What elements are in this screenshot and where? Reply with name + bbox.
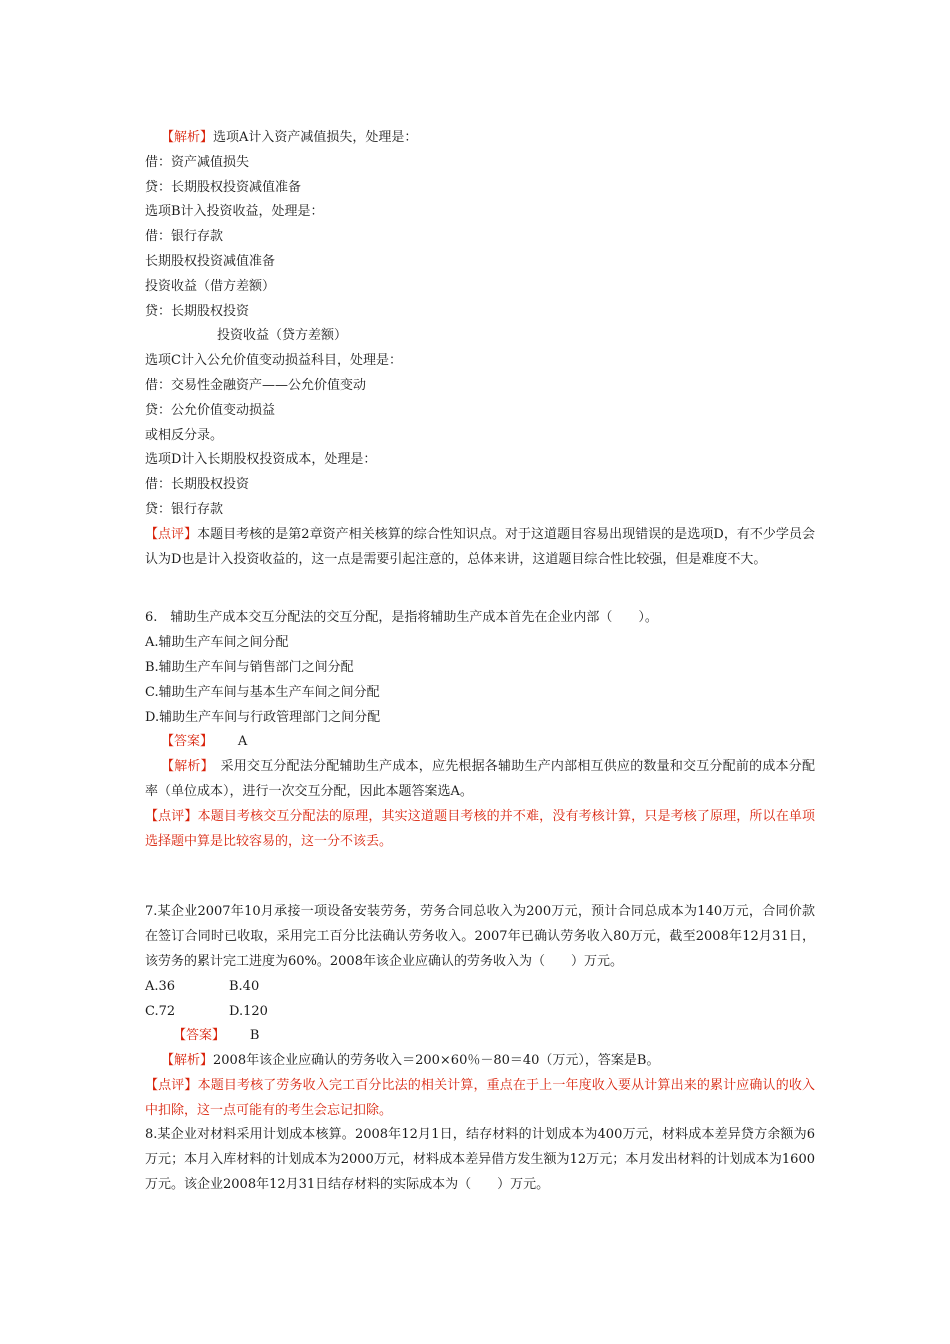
q6-stem: 6. 辅助生产成本交互分配法的交互分配，是指将辅助生产成本首先在企业内部（ ）。 — [145, 610, 658, 626]
q6-answer: A — [237, 734, 248, 750]
q5-entry-line: 长期股权投资减值准备 — [145, 253, 276, 269]
q5-dianping-text: 本题目考核的是第2章资产相关核算的综合性知识点。对于这道题目容易出现错误的是选项D，有不少学员会认为D也是计入投资收益的，这一点是需要引起注意的，总体来讲，这道题目综合性比较强，但是难度不大。 — [145, 526, 815, 567]
q7-dianping — [145, 1074, 815, 1124]
q7-answer-line — [145, 1024, 815, 1049]
q7-jiexi-tag: 【解析】 — [161, 1053, 214, 1069]
q5-entry-subline: 投资收益（贷方差额） — [217, 328, 348, 344]
q7-dianping-tag: 【点评】 — [145, 1077, 198, 1093]
q5-entry-line: 贷：长期股权投资减值准备 — [145, 179, 302, 195]
q7-stem: 7.某企业2007年10月承接一项设备安装劳务，劳务合同总收入为200万元，预计合同总成本为140万元，合同价款在签订合同时已收取，采用完工百分比法确认劳务收入。2007年已确认劳务收入80万元，截至2008年12月31日，该劳务的累计完工进度为60%。2008年该企业应确认的劳务收入为（ ）万元。 — [145, 904, 815, 969]
q5-entry-line: 借：银行存款 — [145, 229, 224, 245]
q6-option: C.辅助生产车间与基本生产车间之间分配 — [145, 684, 380, 700]
q6-jiexi — [145, 755, 815, 805]
q6-option: A.辅助生产车间之间分配 — [145, 635, 289, 651]
q6-dianping-text: 本题目考核交互分配法的原理，其实这道题目考核的并不难，没有考核计算，只是考核了原理，所以在单项选择题中算是比较容易的，这一分不该丢。 — [145, 808, 815, 849]
q7-answer: B — [249, 1028, 260, 1044]
q5-entry-line: 借：长期股权投资 — [145, 477, 250, 493]
spacer — [145, 854, 815, 888]
q6-jiexi-tag: 【解析】 — [161, 759, 208, 775]
q5-entry-line: 贷：公允价值变动损益 — [145, 402, 276, 418]
q7-option-row — [145, 975, 815, 1000]
q5-entry-line: 选项B计入投资收益，处理是： — [145, 204, 324, 220]
q5-entry-line: 投资收益（借方差额） — [145, 278, 276, 294]
q5-dianping — [145, 523, 815, 573]
spacer — [145, 888, 815, 900]
q6-jiexi-text: 采用交互分配法分配辅助生产成本，应先根据各辅助生产内部相互供应的数量和交互分配前的成本分配率（单位成本），进行一次交互分配，因此本题答案选A。 — [145, 759, 815, 799]
q7-option: C.72 — [145, 1003, 176, 1019]
q6-answer-line — [145, 730, 815, 755]
document-page — [145, 126, 815, 1198]
q5-dianping-tag: 【点评】 — [145, 526, 198, 542]
q5-entry-line: 贷：银行存款 — [145, 501, 224, 517]
q6-answer-tag: 【答案】 — [161, 734, 214, 750]
q5-entry-line: 借：资产减值损失 — [145, 154, 250, 170]
q7-option: D.120 — [229, 1003, 268, 1019]
q5-jiexi-line — [145, 126, 815, 151]
q5-jiexi-lead: 选项A计入资产减值损失，处理是： — [213, 130, 418, 145]
q5-entry-line: 选项C计入公允价值变动损益科目，处理是： — [145, 353, 402, 369]
q5-entry-line: 贷：长期股权投资 — [145, 303, 250, 319]
q7-option: B.40 — [229, 978, 260, 994]
q7-option: A.36 — [145, 978, 176, 994]
q5-entry-line: 借：交易性金融资产——公允价值变动 — [145, 377, 367, 393]
q5-jiexi-tag: 【解析】 — [161, 130, 214, 145]
q6-dianping — [145, 805, 815, 855]
q5-entry-line: 或相反分录。 — [145, 427, 224, 443]
q6-dianping-tag: 【点评】 — [145, 808, 198, 824]
spacer — [145, 572, 815, 606]
q5-entry-line: 选项D计入长期股权投资成本，处理是： — [145, 452, 377, 468]
q7-dianping-text: 本题目考核了劳务收入完工百分比法的相关计算，重点在于上一年度收入要从计算出来的累计应确认的收入中扣除，这一点可能有的考生会忘记扣除。 — [145, 1077, 815, 1118]
q6-option: D.辅助生产车间与行政管理部门之间分配 — [145, 709, 381, 725]
q6-option: B.辅助生产车间与销售部门之间分配 — [145, 659, 354, 675]
q7-jiexi — [145, 1049, 815, 1074]
q8-stem: 8.某企业对材料采用计划成本核算。2008年12月1日，结存材料的计划成本为400万元，材料成本差异贷方余额为6万元；本月入库材料的计划成本为2000万元，材料成本差异借方发生额为12万元；本月发出材料的计划成本为1600万元。该企业2008年12月31日结存材料的实际成本为（ ）万元。 — [145, 1127, 815, 1193]
q7-option-row — [145, 1000, 815, 1025]
q7-answer-tag: 【答案】 — [173, 1028, 226, 1044]
q7-jiexi-text: 2008年该企业应确认的劳务收入＝200×60％－80＝40（万元），答案是B。 — [213, 1053, 660, 1069]
